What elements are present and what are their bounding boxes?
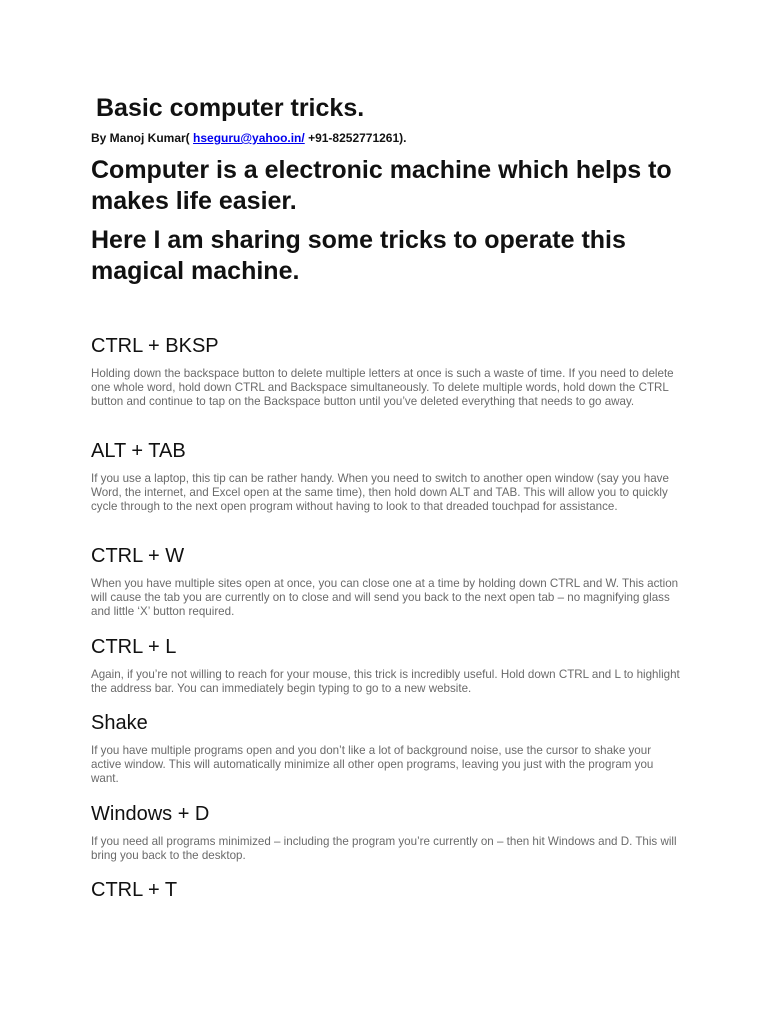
- section-body-ctrl-bksp: Holding down the backspace button to delete multiple letters at once is such a waste of time. If you need to delete one whole word, hold down CTRL and Backspace simultaneously. To delete multiple words, hold down the CTRL button and continue to tap on the Backspace button until you’ve deleted everything that needs to go away.: [91, 367, 674, 409]
- section-heading-alt-tab: ALT + TAB: [91, 440, 186, 462]
- section-body-shake: If you have multiple programs open and you don’t like a lot of background noise, use the cursor to shake your active window. This will automatically minimize all other open programs, leaving you just with the program you want.: [91, 744, 654, 786]
- section-body-alt-tab: If you use a laptop, this tip can be rather handy. When you need to switch to another open window (say you have Word, the internet, and Excel open at the same time), then hold down ALT and TAB. This will allow you to quickly cycle through to the next open program without having to look to that dreaded touchpad for assistance.: [91, 472, 669, 514]
- author-email-link[interactable]: hseguru@yahoo.in/: [193, 131, 305, 145]
- section-heading-ctrl-bksp: CTRL + BKSP: [91, 335, 219, 357]
- section-heading-shake: Shake: [91, 712, 148, 734]
- byline-suffix: +91-8252771261).: [304, 131, 407, 145]
- section-heading-windows-d: Windows + D: [91, 803, 210, 825]
- section-body-ctrl-l: Again, if you’re not willing to reach for your mouse, this trick is incredibly useful. Hold down CTRL and L to highlight the address bar. You can immediately begin typing to go to a new website.: [91, 668, 680, 696]
- byline: [91, 131, 407, 145]
- section-body-windows-d: If you need all programs minimized – including the program you’re currently on – then hit Windows and D. This will bring you back to the desktop.: [91, 835, 677, 863]
- byline-prefix: By Manoj Kumar(: [91, 131, 194, 145]
- document-title: Basic computer tricks.: [96, 94, 365, 122]
- section-heading-ctrl-t: CTRL + T: [91, 879, 178, 901]
- section-body-ctrl-w: When you have multiple sites open at once, you can close one at a time by holding down CTRL and W. This action will cause the tab you are currently on to close and will send you back to the next open tab – no magnifying glass and little ‘X’ button required.: [91, 577, 679, 619]
- intro-line-2: Here I am sharing some tricks to operate this magical machine.: [91, 226, 626, 285]
- intro-line-1: Computer is a electronic machine which helps to makes life easier.: [91, 156, 672, 215]
- section-heading-ctrl-w: CTRL + W: [91, 545, 185, 567]
- section-heading-ctrl-l: CTRL + L: [91, 636, 177, 658]
